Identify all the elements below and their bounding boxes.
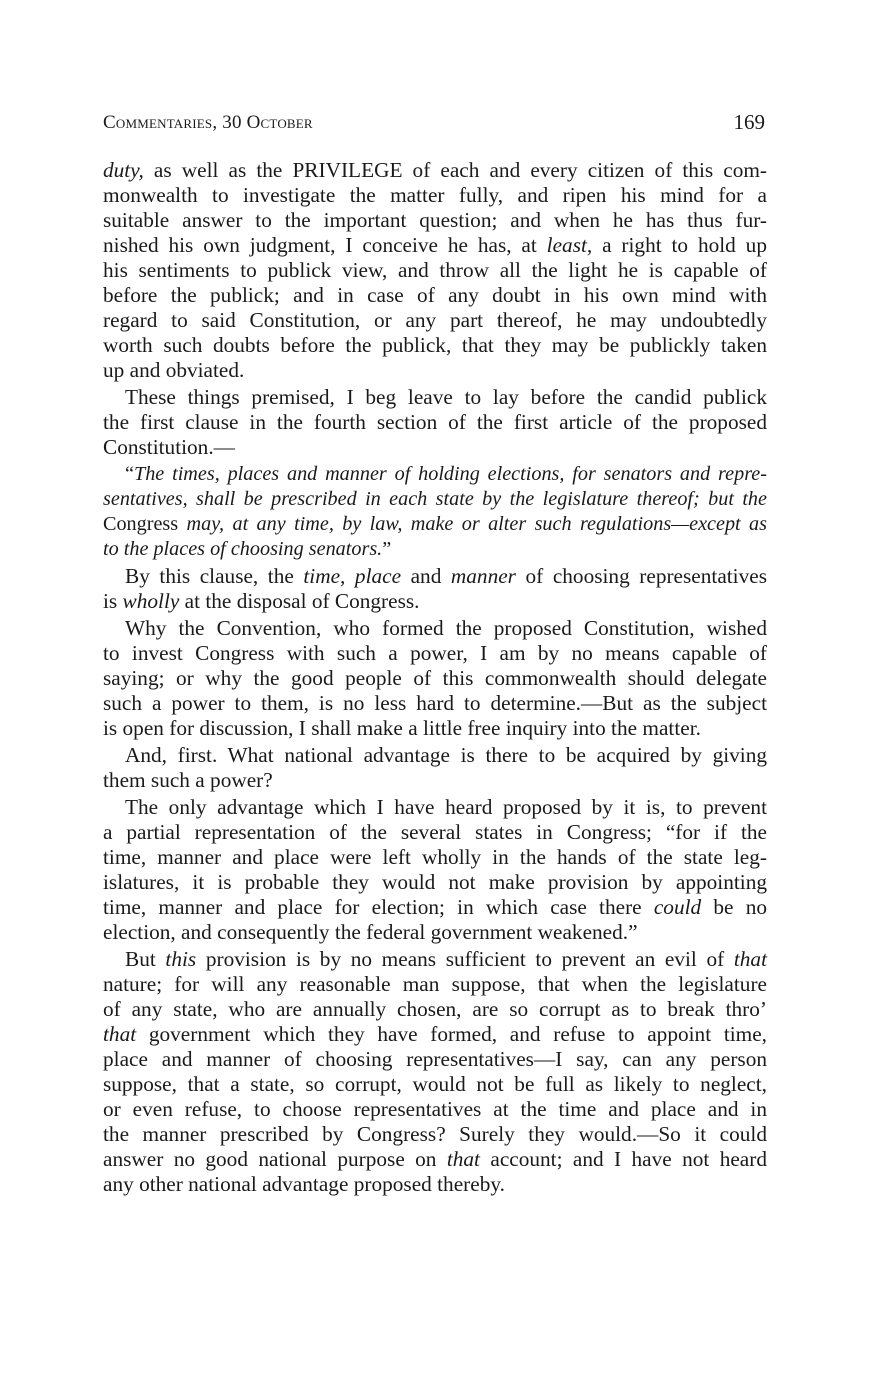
text-run: Congress	[103, 513, 187, 535]
text-line	[103, 997, 767, 1022]
text-run: nished his own judgment, I conceive he has, at	[103, 233, 547, 257]
text-run: and	[401, 564, 451, 588]
text-run: his sentiments to publick view, and throw all the light he is capable of	[103, 258, 767, 282]
text-run: regard to said Constitution, or any part thereof, he may undoubtedly	[103, 308, 767, 332]
text-run: government which they have formed, and refuse to appoint time,	[136, 1022, 767, 1046]
text-line	[103, 1097, 767, 1122]
italic-text: duty,	[103, 158, 144, 182]
text-run: be no	[701, 895, 767, 919]
text-line	[103, 462, 767, 487]
text-line	[103, 666, 767, 691]
italic-text: manner	[450, 564, 516, 588]
text-run: is	[103, 589, 123, 613]
text-run: election, and consequently the federal government weakened.”	[103, 920, 638, 944]
paragraph	[103, 158, 767, 383]
text-run: suitable answer to the important question; and when he has thus fur-	[103, 208, 767, 232]
text-line	[103, 589, 767, 614]
text-line	[103, 1147, 767, 1172]
text-run: Constitution.—	[103, 435, 235, 459]
paragraph	[103, 947, 767, 1197]
paragraph	[103, 616, 767, 741]
text-line	[103, 716, 767, 741]
text-line	[103, 820, 767, 845]
text-line	[103, 795, 767, 820]
text-run: ”	[382, 538, 392, 560]
text-run: worth such doubts before the publick, that they may be publickly taken	[103, 333, 767, 357]
text-run: And, first. What national advantage is there to be acquired by giving	[125, 743, 767, 767]
text-line	[103, 385, 767, 410]
text-run: nature; for will any reasonable man suppose, that when the legislature	[103, 972, 767, 996]
body-text	[103, 158, 767, 1197]
text-run: time, manner and place for election; in which case there	[103, 895, 654, 919]
text-line	[103, 333, 767, 358]
text-run: a right to hold up	[592, 233, 767, 257]
italic-text: may, at any time, by law, make or alter such regulations—except as	[186, 513, 767, 535]
text-run: before the publick; and in case of any doubt in his own mind with	[103, 283, 767, 307]
running-head	[103, 110, 765, 140]
text-line	[103, 895, 767, 920]
italic-text: that	[446, 1147, 480, 1171]
text-run: “	[125, 463, 134, 485]
text-run: monwealth to investigate the matter fully, and ripen his mind for a	[103, 183, 767, 207]
italic-text: The times, places and manner of holding elections, for senators and repre-	[133, 463, 767, 485]
text-run: answer no good national purpose on	[103, 1147, 447, 1171]
text-run: Why the Convention, who formed the proposed Constitution, wished	[125, 616, 767, 640]
text-line	[103, 1122, 767, 1147]
text-run: But	[125, 947, 166, 971]
quoted-clause	[103, 462, 767, 562]
text-line	[103, 1047, 767, 1072]
text-run: the manner prescribed by Congress? Surely they would.—So it could	[103, 1122, 767, 1146]
italic-text: time, place	[303, 564, 402, 588]
text-line	[103, 258, 767, 283]
text-run: of choosing representatives	[515, 564, 767, 588]
text-run: time, manner and place were left wholly in the hands of the state leg-	[103, 845, 767, 869]
italic-text: that	[103, 1022, 137, 1046]
text-run: islatures, it is probable they would not make provision by appointing	[103, 870, 767, 894]
text-line	[103, 208, 767, 233]
text-run: the first clause in the fourth section of the first article of the proposed	[103, 410, 767, 434]
text-line	[103, 512, 767, 537]
italic-text: wholly	[122, 589, 180, 613]
italic-text: sentatives, shall be prescribed in each state by the legislature thereof; but the	[103, 488, 767, 510]
paragraph	[103, 795, 767, 945]
running-title: Commentaries, 30 October	[103, 112, 313, 133]
text-run: The only advantage which I have heard proposed by it is, to prevent	[125, 795, 767, 819]
text-line	[103, 158, 767, 183]
text-line	[103, 947, 767, 972]
text-line	[103, 920, 767, 945]
text-line	[103, 1022, 767, 1047]
text-run: such a power to them, is no less hard to determine.—But as the subject	[103, 691, 767, 715]
text-run: a partial representation of the several states in Congress; “for if the	[103, 820, 767, 844]
text-line	[103, 1072, 767, 1097]
text-run: or even refuse, to choose representatives at the time and place and in	[103, 1097, 767, 1121]
text-line	[103, 616, 767, 641]
text-run: place and manner of choosing representatives—I say, can any person	[103, 1047, 767, 1071]
italic-text: least,	[546, 233, 593, 257]
text-line	[103, 641, 767, 666]
italic-text: could	[653, 895, 702, 919]
text-run: saying; or why the good people of this commonwealth should delegate	[103, 666, 767, 690]
text-line	[103, 410, 767, 435]
text-run: By this clause, the	[125, 564, 304, 588]
paragraph	[103, 564, 767, 614]
italic-text: to the places of choosing senators.	[103, 538, 383, 560]
text-run: of any state, who are annually chosen, are so corrupt as to break thro’	[103, 997, 767, 1021]
text-run: any other national advantage proposed thereby.	[103, 1172, 505, 1196]
text-line	[103, 358, 767, 383]
italic-text: that	[733, 947, 767, 971]
text-line	[103, 283, 767, 308]
text-line	[103, 183, 767, 208]
text-run: at the disposal of Congress.	[179, 589, 420, 613]
paragraph	[103, 743, 767, 793]
text-line	[103, 487, 767, 512]
text-run: account; and I have not heard	[479, 1147, 767, 1171]
text-line	[103, 743, 767, 768]
text-line	[103, 564, 767, 589]
italic-text: this	[165, 947, 197, 971]
page-number: 169	[733, 110, 765, 134]
text-run: as well as the PRIVILEGE of each and every citizen of this com-	[143, 158, 767, 182]
text-line	[103, 691, 767, 716]
text-run: them such a power?	[103, 768, 273, 792]
text-run: These things premised, I beg leave to lay before the candid publick	[125, 385, 767, 409]
text-line	[103, 768, 767, 793]
text-line	[103, 870, 767, 895]
text-run: up and obviated.	[103, 358, 245, 382]
text-run: to invest Congress with such a power, I am by no means capable of	[103, 641, 767, 665]
text-line	[103, 308, 767, 333]
paragraph	[103, 385, 767, 460]
text-run: is open for discussion, I shall make a little free inquiry into the matter.	[103, 716, 701, 740]
text-line	[103, 435, 767, 460]
text-line	[103, 233, 767, 258]
text-run: suppose, that a state, so corrupt, would not be full as likely to neglect,	[103, 1072, 767, 1096]
text-line	[103, 845, 767, 870]
text-line	[103, 1172, 767, 1197]
text-line	[103, 972, 767, 997]
text-line	[103, 537, 767, 562]
text-run: provision is by no means sufficient to prevent an evil of	[196, 947, 734, 971]
